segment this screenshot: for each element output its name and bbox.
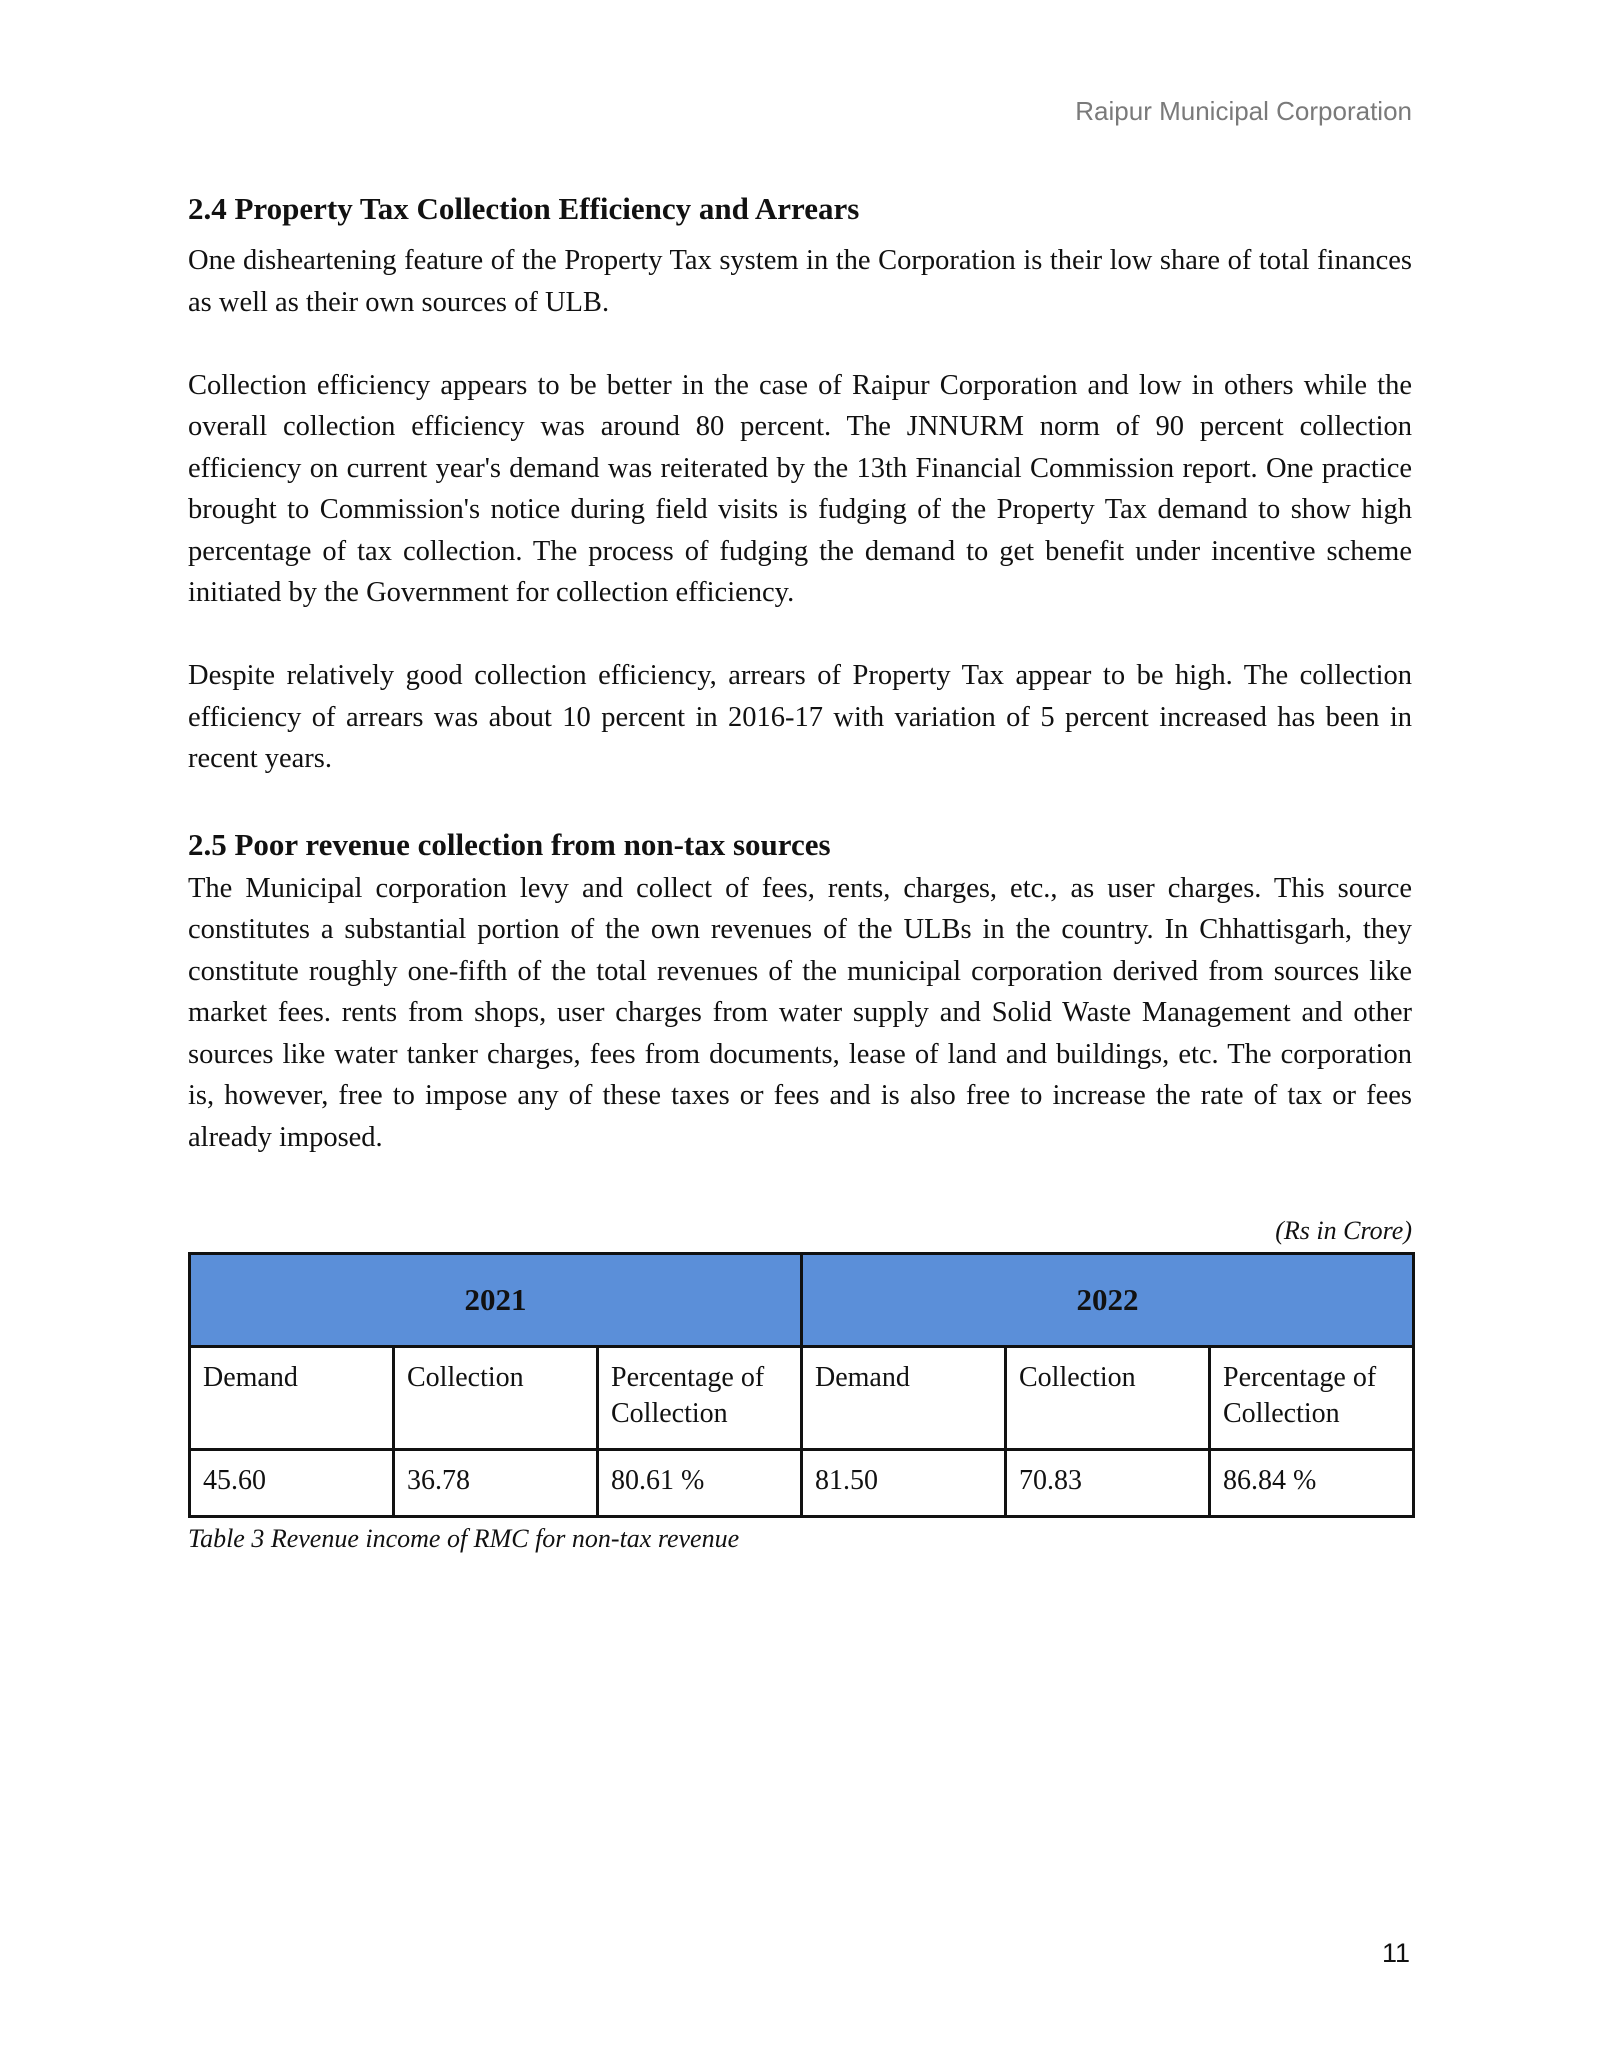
revenue-table <box>188 1252 1415 1518</box>
paragraph: One disheartening feature of the Property Tax system in the Corporation is their low share of total finances as well as their own sources of ULB. <box>188 245 1412 318</box>
table-cell: 86.84 % <box>1210 1450 1414 1517</box>
table-cell: 80.61 % <box>598 1450 802 1517</box>
column-header: Percentage of Collection <box>598 1347 802 1450</box>
paragraph-gap <box>188 614 1412 656</box>
paragraph: Collection efficiency appears to be better in the case of Raipur Corporation and low in others while the overall collection efficiency was around 80 percent. The JNNURM norm of 90 percent collection efficiency on current year's demand was reiterated by the 13th Financial Commission report. One practice brought to Commission's notice during field visits is fudging of the Property Tax demand to show high percentage of tax collection. The process of fudging the demand to get benefit under incentive scheme initiated by the Government for collection efficiency. <box>188 369 1412 608</box>
column-header: Collection <box>394 1347 598 1450</box>
paragraph-gap <box>188 323 1412 365</box>
column-header: Demand <box>190 1347 394 1450</box>
page-number: 11 <box>1381 1938 1410 1968</box>
column-header: Collection <box>1006 1347 1210 1450</box>
year-header-row <box>190 1254 1414 1347</box>
table-cell: 36.78 <box>394 1450 598 1517</box>
column-header: Demand <box>802 1347 1006 1450</box>
page-content <box>188 186 1412 1554</box>
year-header-2021: 2021 <box>190 1254 802 1347</box>
table-cell: 81.50 <box>802 1450 1006 1517</box>
table-cell: 45.60 <box>190 1450 394 1517</box>
year-header-2022: 2022 <box>802 1254 1414 1347</box>
running-header: Raipur Municipal Corporation <box>1075 96 1412 126</box>
table-unit-note: (Rs in Crore) <box>1275 1216 1412 1245</box>
paragraph: Despite relatively good collection efficiency, arrears of Property Tax appear to be high. The collection efficiency of arrears was about 10 percent in 2016-17 with variation of 5 percent increased has been in recent years. <box>188 660 1412 774</box>
table-caption: Table 3 Revenue income of RMC for non-tax revenue <box>188 1524 740 1553</box>
paragraph: The Municipal corporation levy and collect of fees, rents, charges, etc., as user charges. This source constitutes a substantial portion of the own revenues of the ULBs in the country. In Chhattisgarh, they constitute roughly one-fifth of the total revenues of the municipal corporation derived from sources like market fees. rents from shops, user charges from water supply and Solid Waste Management and other sources like water tanker charges, fees from documents, lease of land and buildings, etc. The corporation is, however, free to impose any of these taxes or fees and is also free to increase the rate of tax or fees already imposed. <box>188 872 1412 1153</box>
section-gap <box>188 780 1412 822</box>
table-row <box>190 1450 1414 1517</box>
section-heading-2-5: 2.5 Poor revenue collection from non-tax sources <box>188 826 831 862</box>
section-heading-2-4: 2.4 Property Tax Collection Efficiency and Arrears <box>188 191 860 226</box>
table-cell: 70.83 <box>1006 1450 1210 1517</box>
column-header-row <box>190 1347 1414 1450</box>
column-header: Percentage of Collection <box>1210 1347 1414 1450</box>
